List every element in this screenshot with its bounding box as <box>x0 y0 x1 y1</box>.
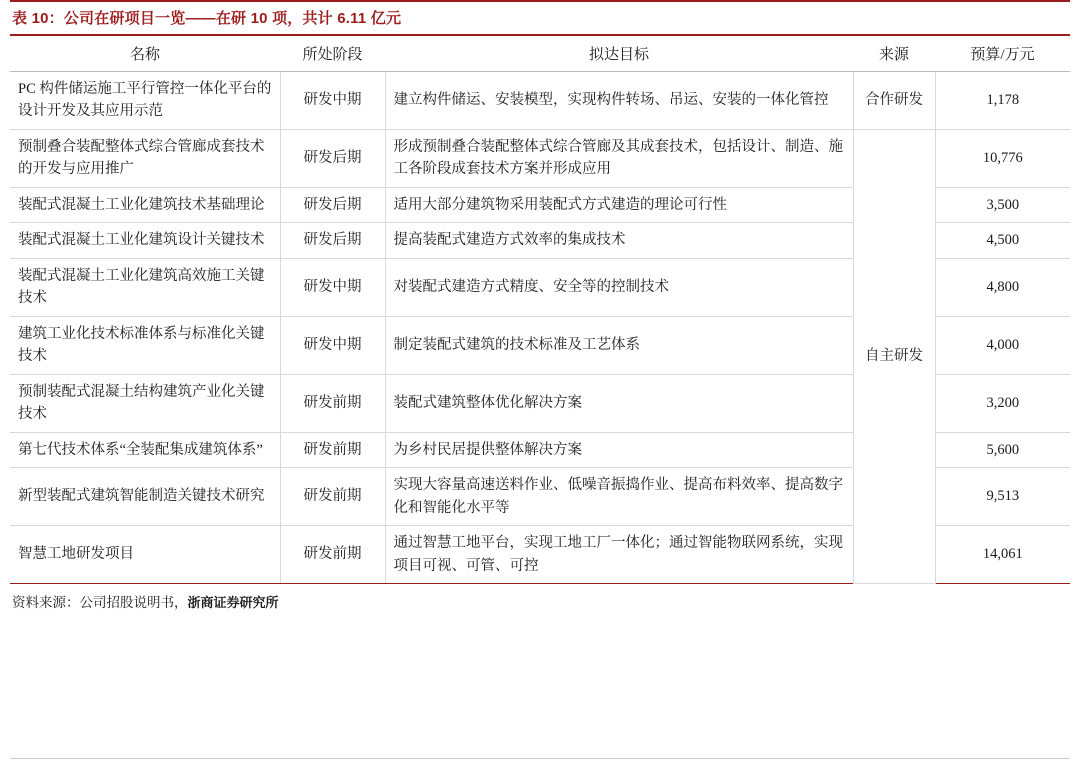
table-title-bar <box>10 0 1070 36</box>
column-header-budget: 预算/万元 <box>935 36 1070 72</box>
cell-name: 预制叠合装配整体式综合管廊成套技术的开发与应用推广 <box>10 129 280 187</box>
cell-budget: 3,200 <box>935 374 1070 432</box>
source-note-firm: 浙商证券研究所 <box>187 594 279 610</box>
cell-budget: 14,061 <box>935 526 1070 584</box>
cell-goal: 对装配式建造方式精度、安全等的控制技术 <box>385 258 853 316</box>
research-projects-table <box>10 36 1070 584</box>
cell-goal: 形成预制叠合装配整体式综合管廊及其成套技术，包括设计、制造、施工各阶段成套技术方案并形成应用 <box>385 129 853 187</box>
table-body <box>10 72 1070 584</box>
cell-stage: 研发中期 <box>280 316 385 374</box>
cell-goal: 提高装配式建造方式效率的集成技术 <box>385 223 853 258</box>
cell-stage: 研发前期 <box>280 432 385 467</box>
cell-stage: 研发前期 <box>280 526 385 584</box>
cell-name: 第七代技术体系“全装配集成建筑体系” <box>10 432 280 467</box>
table-row <box>10 129 1070 187</box>
cell-budget: 4,500 <box>935 223 1070 258</box>
cell-budget: 9,513 <box>935 468 1070 526</box>
table-row <box>10 72 1070 130</box>
cell-goal: 装配式建筑整体优化解决方案 <box>385 374 853 432</box>
bottom-divider <box>10 758 1070 759</box>
cell-budget: 4,000 <box>935 316 1070 374</box>
cell-name: 建筑工业化技术标准体系与标准化关键技术 <box>10 316 280 374</box>
column-header-stage: 所处阶段 <box>280 36 385 72</box>
cell-source: 自主研发 <box>853 129 935 583</box>
cell-name: 装配式混凝土工业化建筑设计关键技术 <box>10 223 280 258</box>
table-header-row <box>10 36 1070 72</box>
cell-goal: 通过智慧工地平台，实现工地工厂一体化；通过智能物联网系统，实现项目可视、可管、可控 <box>385 526 853 584</box>
cell-goal: 实现大容量高速送料作业、低噪音振捣作业、提高布料效率、提高数字化和智能化水平等 <box>385 468 853 526</box>
column-header-source: 来源 <box>853 36 935 72</box>
cell-name: 新型装配式建筑智能制造关键技术研究 <box>10 468 280 526</box>
cell-name: 智慧工地研发项目 <box>10 526 280 584</box>
cell-source: 合作研发 <box>853 72 935 130</box>
cell-stage: 研发前期 <box>280 374 385 432</box>
cell-budget: 4,800 <box>935 258 1070 316</box>
column-header-goal: 拟达目标 <box>385 36 853 72</box>
cell-name: 装配式混凝土工业化建筑高效施工关键技术 <box>10 258 280 316</box>
cell-stage: 研发中期 <box>280 72 385 130</box>
cell-name: 装配式混凝土工业化建筑技术基础理论 <box>10 187 280 222</box>
cell-goal: 为乡村民居提供整体解决方案 <box>385 432 853 467</box>
cell-stage: 研发后期 <box>280 129 385 187</box>
cell-budget: 3,500 <box>935 187 1070 222</box>
cell-stage: 研发后期 <box>280 223 385 258</box>
cell-goal: 制定装配式建筑的技术标准及工艺体系 <box>385 316 853 374</box>
cell-goal: 适用大部分建筑物采用装配式方式建造的理论可行性 <box>385 187 853 222</box>
source-note-prefix: 资料来源：公司招股说明书， <box>12 594 188 610</box>
cell-budget: 1,178 <box>935 72 1070 130</box>
cell-stage: 研发前期 <box>280 468 385 526</box>
table-header <box>10 36 1070 72</box>
cell-budget: 5,600 <box>935 432 1070 467</box>
cell-stage: 研发后期 <box>280 187 385 222</box>
cell-budget: 10,776 <box>935 129 1070 187</box>
cell-name: PC 构件储运施工平行管控一体化平台的设计开发及其应用示范 <box>10 72 280 130</box>
cell-name: 预制装配式混凝土结构建筑产业化关键技术 <box>10 374 280 432</box>
column-header-name: 名称 <box>10 36 280 72</box>
cell-goal: 建立构件储运、安装模型，实现构件转场、吊运、安装的一体化管控 <box>385 72 853 130</box>
source-note <box>10 584 1070 611</box>
page-title: 表 10：公司在研项目一览——在研 10 项，共计 6.11 亿元 <box>12 10 402 27</box>
cell-stage: 研发中期 <box>280 258 385 316</box>
